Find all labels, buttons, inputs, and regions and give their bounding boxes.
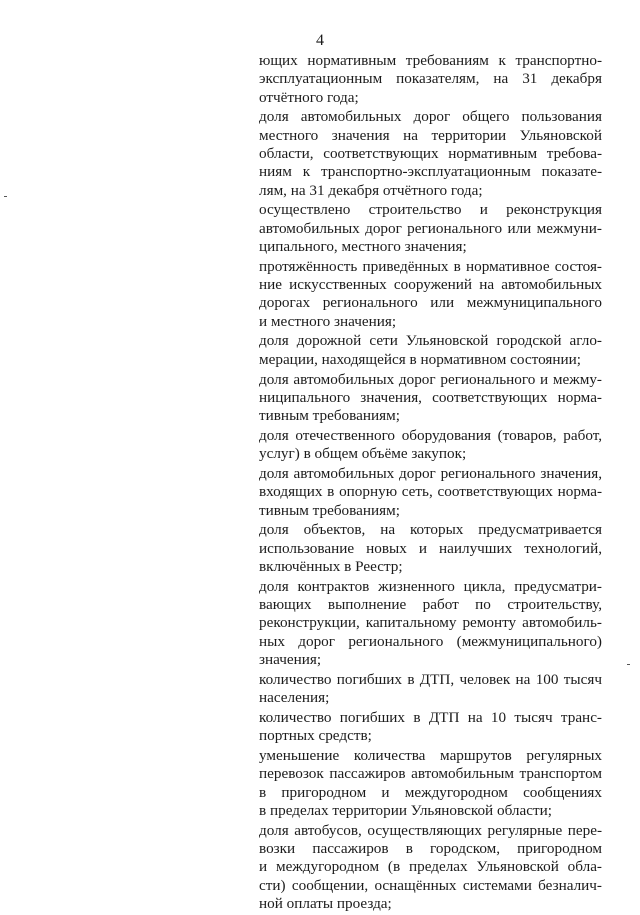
text-line: тивным требованиям; <box>259 407 400 425</box>
text-line: доля отечественного оборудования (товаров, работ, <box>259 426 602 444</box>
text-line: ющих нормативным требованиям к транспортно- <box>259 52 602 69</box>
text-line: доля автобусов, осуществляющих регулярные пере- <box>259 821 602 839</box>
text-line: автомобильных дорог регионального или межмуни- <box>259 219 602 237</box>
text-line: портных средств; <box>259 727 372 745</box>
text-line: эксплуатационным показателям, на 31 декабря <box>259 70 602 88</box>
text-line: и междугородном (в пределах Ульяновской обла- <box>259 858 602 876</box>
paragraph <box>259 371 602 426</box>
paragraph <box>259 201 602 256</box>
text-line: дорогах регионального или межмуниципального <box>259 294 602 312</box>
text-line: уменьшение количества маршрутов регулярных <box>259 746 602 764</box>
paragraph <box>259 747 602 820</box>
text-line: в пригородном и междугородном сообщениях <box>259 783 602 801</box>
text-line: доля автомобильных дорог общего пользования <box>259 108 602 126</box>
text-line: лям, на 31 декабря отчётного года; <box>259 181 483 199</box>
text-line: доля автомобильных дорог регионального значения, <box>259 465 602 483</box>
paragraph <box>259 465 602 520</box>
text-line: доля дорожной сети Ульяновской городской агло- <box>259 332 602 350</box>
text-line: реконструкции, капитальному ремонту автомобиль- <box>259 614 602 632</box>
text-line: населения; <box>259 689 330 707</box>
paragraph <box>259 521 602 576</box>
paragraph <box>259 578 602 669</box>
text-line: входящих в опорную сеть, соответствующих норма- <box>259 483 602 501</box>
text-line: сти) сообщении, оснащённых системами безналич- <box>259 876 602 894</box>
text-line: ние искусственных сооружений на автомобильных <box>259 276 602 294</box>
page-number: 4 <box>316 32 324 49</box>
text-line: значения; <box>259 651 322 668</box>
scan-mark <box>627 664 630 665</box>
text-line: протяжённость приведённых в нормативное состоя- <box>259 257 602 275</box>
paragraph <box>259 709 602 746</box>
text-line: ниям к транспортно-эксплуатационным показате- <box>259 163 602 181</box>
paragraph <box>259 671 602 708</box>
text-line: включённых в Реестр; <box>259 558 403 576</box>
text-line: отчётного года; <box>259 88 359 106</box>
text-line: области, соответствующих нормативным требова- <box>259 144 602 162</box>
text-line: ной оплаты проезда; <box>259 894 392 912</box>
paragraph <box>259 108 602 199</box>
text-line: мерации, находящейся в нормативном состоянии; <box>259 350 581 368</box>
text-line: в пределах территории Ульяновской области; <box>259 801 552 819</box>
text-line: использование новых и наилучших технологий, <box>259 539 602 557</box>
scan-mark <box>4 196 7 197</box>
document-body <box>259 52 602 915</box>
text-line: ципального, местного значения; <box>259 237 467 255</box>
text-line: ниципального значения, соответствующих норма- <box>259 388 602 406</box>
text-line: местного значения на территории Ульяновской <box>259 126 602 144</box>
text-line: перевозок пассажиров автомобильным транспортом <box>259 765 602 783</box>
paragraph <box>259 822 602 913</box>
text-line: доля автомобильных дорог регионального и межму- <box>259 370 602 388</box>
paragraph <box>259 427 602 464</box>
text-line: осуществлено строительство и реконструкция <box>259 201 602 219</box>
text-line: вающих выполнение работ по строительству, <box>259 596 602 614</box>
text-line: количество погибших в ДТП на 10 тысяч транс- <box>259 708 602 726</box>
paragraph <box>259 332 602 369</box>
paragraph <box>259 258 602 331</box>
text-line: возки пассажиров в городском, пригородном <box>259 839 602 857</box>
paragraph <box>259 52 602 107</box>
text-line: тивным требованиям; <box>259 501 400 519</box>
text-line: количество погибших в ДТП, человек на 100 тысяч <box>259 670 602 688</box>
text-line: доля контрактов жизненного цикла, предусматри- <box>259 577 602 595</box>
text-line: и местного значения; <box>259 312 397 330</box>
text-line: ных дорог регионального (межмуниципального) <box>259 632 602 650</box>
text-line: услуг) в общем объёме закупок; <box>259 445 467 463</box>
text-line: доля объектов, на которых предусматривается <box>259 521 602 539</box>
